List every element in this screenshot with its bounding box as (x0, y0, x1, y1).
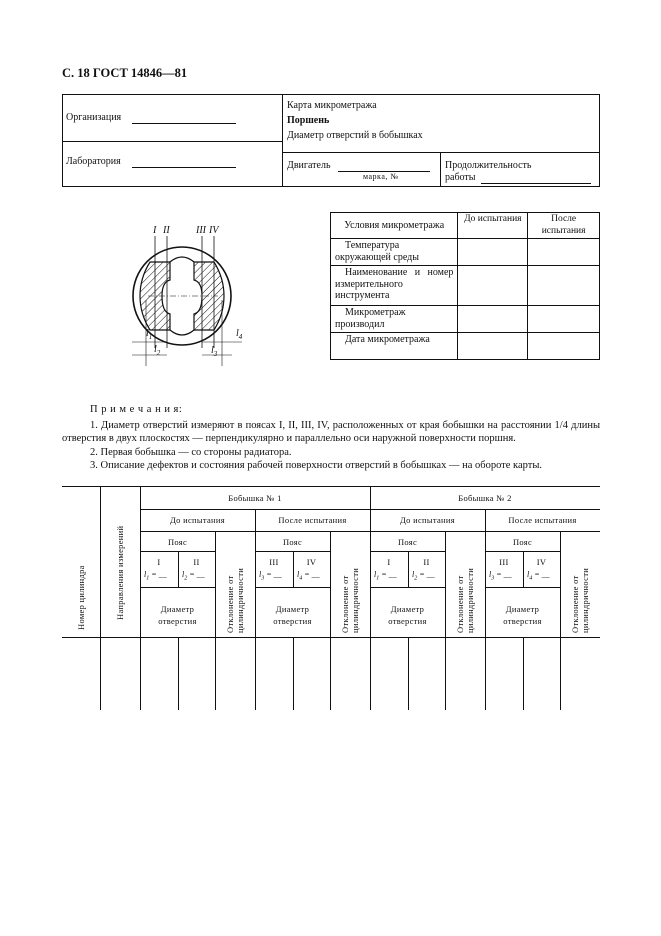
figure-label-I: I (153, 225, 157, 236)
after-test-header: После испытания (528, 213, 600, 239)
laboratory-field[interactable] (132, 156, 236, 168)
boss-section-figure (118, 222, 258, 367)
conditions-table (330, 212, 600, 360)
zone-III-label: III (499, 557, 509, 567)
figure-label-II: II (163, 225, 170, 236)
page-reference: С. 18 ГОСТ 14846—81 (62, 66, 188, 80)
data-cell-cylinder[interactable] (62, 638, 100, 710)
l3-formula: $l_3$ = __ (489, 570, 512, 582)
boss-2-header: Бобышка № 2 (458, 493, 512, 503)
boss-1-header: Бобышка № 1 (228, 493, 282, 503)
data-cell-direction[interactable] (101, 638, 140, 710)
belt-header: Пояс (282, 537, 303, 547)
piston-boss-drawing (118, 222, 258, 367)
organization-field[interactable] (132, 112, 236, 124)
condition-row-label: Дата микрометража (331, 333, 458, 360)
hole-diameter-header: Диаметр отверстия (388, 604, 427, 626)
card-title: Карта микрометража (287, 100, 377, 111)
condition-cell[interactable] (458, 306, 528, 333)
condition-cell[interactable] (528, 306, 600, 333)
l1-formula: $l_1$ = __ (144, 570, 167, 582)
hole-diameter-header: Диаметр отверстия (503, 604, 542, 626)
duration-label: Продолжительность (445, 160, 532, 171)
condition-cell[interactable] (528, 239, 600, 266)
zone-III-label: III (269, 557, 279, 567)
zone-II-label: II (193, 557, 200, 567)
condition-cell[interactable] (528, 333, 600, 360)
cylindricity-deviation-header: Отклонение от цилиндричности (340, 567, 360, 633)
after-header-2: После испытания (508, 515, 577, 525)
condition-row-label: Наименование и номер измерительного инструмента (331, 266, 458, 306)
belt-header: Пояс (512, 537, 533, 547)
cylindricity-deviation-header: Отклонение от цилиндричности (225, 567, 245, 633)
condition-cell[interactable] (528, 266, 600, 306)
belt-header: Пояс (167, 537, 188, 547)
condition-cell[interactable] (458, 333, 528, 360)
engine-label: Двигатель (287, 160, 331, 171)
cylindricity-deviation-header: Отклонение от цилиндричности (455, 567, 475, 633)
zone-IV-label: IV (536, 557, 547, 567)
before-header-1: До испытания (170, 515, 225, 525)
note-1: 1. Диаметр отверстий измеряют в поясах I, II, III, IV, расположенных от края бобышки на расстоянии 1/4 длины отверстия в двух плоскостях — перпендикулярно и параллельно оси наружной поверхности поршня. (62, 419, 600, 444)
laboratory-label: Лаборатория (66, 156, 121, 167)
dim-l4: $l_4$ (236, 328, 243, 341)
notes-title: П р и м е ч а н и я: (90, 404, 183, 415)
note-3: 3. Описание дефектов и состояния рабочей поверхности отверстий в бобышках — на обороте карты. (90, 460, 543, 471)
subject-title: Диаметр отверстий в бобышках (287, 130, 423, 141)
direction-header: Направления измерений (115, 525, 125, 620)
dim-l3: $l_3$ (211, 345, 218, 358)
dim-l2: $l_2$ (154, 344, 161, 357)
condition-row-label: Микрометраж производил (331, 306, 458, 333)
l1-formula: $l_1$ = __ (374, 570, 397, 582)
part-name: Поршень (287, 115, 330, 126)
duration-field[interactable] (481, 172, 591, 184)
hole-diameter-header: Диаметр отверстия (273, 604, 312, 626)
after-header-1: После испытания (278, 515, 347, 525)
l2-formula: $l_2$ = __ (412, 570, 435, 582)
l3-formula: $l_3$ = __ (259, 570, 282, 582)
hole-diameter-header: Диаметр отверстия (158, 604, 197, 626)
zone-IV-label: IV (306, 557, 317, 567)
notes-block (62, 403, 600, 473)
zone-II-label: II (423, 557, 430, 567)
zone-I-label: I (157, 557, 161, 567)
before-test-header: До испытания (458, 213, 528, 239)
note-2: 2. Первая бобышка — со стороны радиатора. (90, 446, 292, 458)
l2-formula: $l_2$ = __ (182, 570, 205, 582)
dim-l1: $l_1$ (146, 328, 153, 341)
duration-label-2: работы (445, 172, 476, 183)
condition-cell[interactable] (458, 266, 528, 306)
engine-field[interactable] (338, 160, 430, 172)
brand-caption: марка, № (363, 172, 399, 181)
l4-formula: $l_4$ = __ (297, 570, 320, 582)
conditions-header: Условия микрометража (331, 213, 458, 239)
before-header-2: До испытания (400, 515, 455, 525)
cylindricity-deviation-header: Отклонение от цилиндричности (570, 567, 590, 633)
zone-I-label: I (387, 557, 391, 567)
organization-label: Организация (66, 112, 122, 123)
figure-label-IV: IV (209, 225, 219, 236)
belt-header: Пояс (397, 537, 418, 547)
figure-label-III: III (196, 225, 206, 236)
condition-cell[interactable] (458, 239, 528, 266)
cylinder-number-header: Номер цилиндра (76, 565, 86, 630)
l4-formula: $l_4$ = __ (527, 570, 550, 582)
condition-row-label: Температура окружающей среды (331, 239, 458, 266)
